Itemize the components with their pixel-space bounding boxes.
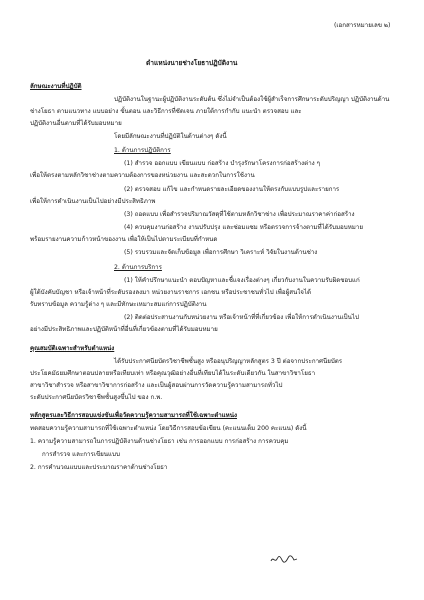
list-item: เพื่อให้การดำเนินงานเป็นไปอย่างมีประสิทธิภาพ — [30, 198, 156, 205]
list-item: เพื่อให้ตรงตามหลักวิชาช่างตามความต้องการของหน่วยงาน และสะดวกในการใช้งาน — [30, 172, 255, 179]
list-item: (2) ติดต่อประสานงานกับหน่วยงาน หรือเจ้าหน้าที่ที่เกี่ยวข้อง เพื่อให้การดำเนินงานเป็นไป — [124, 314, 359, 321]
exam-item: 1. ความรู้ความสามารถในการปฏิบัติงานด้านช่างโยธา เช่น การออกแบบ การก่อสร้าง การควบคุม — [30, 438, 289, 445]
exam-item: การสำรวจ และการเขียนแบบ — [42, 451, 120, 458]
exam-item: 2. การคำนวณแบบและประมาณราคาด้านช่างโยธา — [30, 464, 168, 471]
intro-line: ปฏิบัติงานอื่นตามที่ได้รับมอบหมาย — [30, 120, 122, 127]
list-item: (2) ตรวจสอบ แก้ไข และกำหนดรายละเอียดของงานให้ตรงกับแบบรูปและรายการ — [124, 186, 340, 193]
list-item: (5) รวบรวมและจัดเก็บข้อมูล เพื่อการศึกษา วิเคราะห์ วิจัยในงานด้านช่าง — [124, 249, 318, 256]
section-heading-qualifications: คุณสมบัติเฉพาะสำหรับตำแหน่ง — [30, 345, 115, 352]
document-number: (เอกสารหมายเลข ๒) — [334, 22, 391, 29]
qualification-line: ระดับประกาศนียบัตรวิชาชีพชั้นสูงขึ้นไป ของ ก.พ. — [30, 394, 163, 401]
list-item: รับทราบข้อมูล ความรู้ต่าง ๆ และมีทักษะเหมาะสมแก่การปฏิบัติงาน — [30, 301, 207, 308]
exam-lead: ทดสอบความรู้ความสามารถที่ใช้เฉพาะตำแหน่ง โดยวิธีการสอบข้อเขียน (คะแนนเต็ม 200 คะแนน) ดังนี้ — [30, 425, 307, 432]
list-item: ผู้ใต้บังคับบัญชา หรือเจ้าหน้าที่ระดับรองลงมา หน่วยงานราชการ เอกชน หรือประชาชนทั่วไป เพื่อผู้สนใจได้ — [30, 289, 311, 296]
list-item: อย่างมีประสิทธิภาพและปฏิบัติหน้าที่อื่นที่เกี่ยวข้องตามที่ได้รับมอบหมาย — [30, 326, 218, 333]
handwritten-initials — [270, 554, 298, 564]
subsection-heading-services: 2. ด้านการบริการ — [114, 264, 162, 271]
list-item: (1) ให้คำปรึกษาแนะนำ ตอบปัญหาและชี้แจงเรื่องต่างๆ เกี่ยวกับงานในความรับผิดชอบแก่ — [124, 277, 360, 284]
qualification-line: ประโยคมัธยมศึกษาตอนปลายหรือเทียบเท่า หรือคุณวุฒิอย่างอื่นที่เทียบได้ในระดับเดียวกัน ในสาขาวิชาโยธา — [30, 370, 316, 377]
subsection-heading-operations: 1. ด้านการปฏิบัติการ — [114, 147, 171, 154]
qualification-line: สาขาวิชาสำรวจ หรือสาขาวิชาการก่อสร้าง และเป็นผู้สอบผ่านการวัดความรู้ความสามารถทั่วไป — [30, 382, 283, 389]
intro-line: ปฏิบัติงานในฐานะผู้ปฏิบัติงานระดับต้น ซึ่งไม่จำเป็นต้องใช้ผู้สำเร็จการศึกษาระดับปริญญา ปฏิบัติงานด้าน — [114, 96, 390, 103]
list-item: (3) ถอดแบบ เพื่อสำรวจปริมาณวัสดุที่ใช้ตามหลักวิชาช่าง เพื่อประมาณราคาค่าก่อสร้าง — [124, 211, 355, 218]
section-heading-exam: หลักสูตรและวิธีการสอบแข่งขันเพื่อวัดความรู้ความสามารถที่ใช้เฉพาะตำแหน่ง — [30, 412, 238, 419]
section-heading-duties: ลักษณะงานที่ปฏิบัติ — [30, 83, 82, 90]
list-item: พร้อมรายงานความก้าวหน้าของงาน เพื่อให้เป็นไปตามระเบียบที่กำหนด — [30, 236, 218, 243]
list-item: (4) ควบคุมงานก่อสร้าง งานปรับปรุง และซ่อมแซม หรือตรวจการจ้างตามที่ได้รับมอบหมาย — [124, 224, 363, 231]
qualification-line: ได้รับประกาศนียบัตรวิชาชีพชั้นสูง หรืออนุปริญญาหลักสูตร 3 ปี ต่อจากประกาศนียบัตร — [114, 358, 343, 365]
intro-lead: โดยมีลักษณะงานที่ปฏิบัติในด้านต่างๆ ดังนี้ — [114, 133, 227, 140]
list-item: (1) สำรวจ ออกแบบ เขียนแบบ ก่อสร้าง บำรุงรักษาโครงการก่อสร้างต่าง ๆ — [124, 160, 320, 167]
intro-line: ช่างโยธา ตามแนวทาง แบบอย่าง ขั้นตอน และวิธีการที่ชัดเจน ภายใต้การกำกับ แนะนำ ตรวจสอบ และ — [30, 108, 302, 115]
document-title: ตำแหน่งนายช่างโยธาปฏิบัติงาน — [146, 59, 238, 67]
